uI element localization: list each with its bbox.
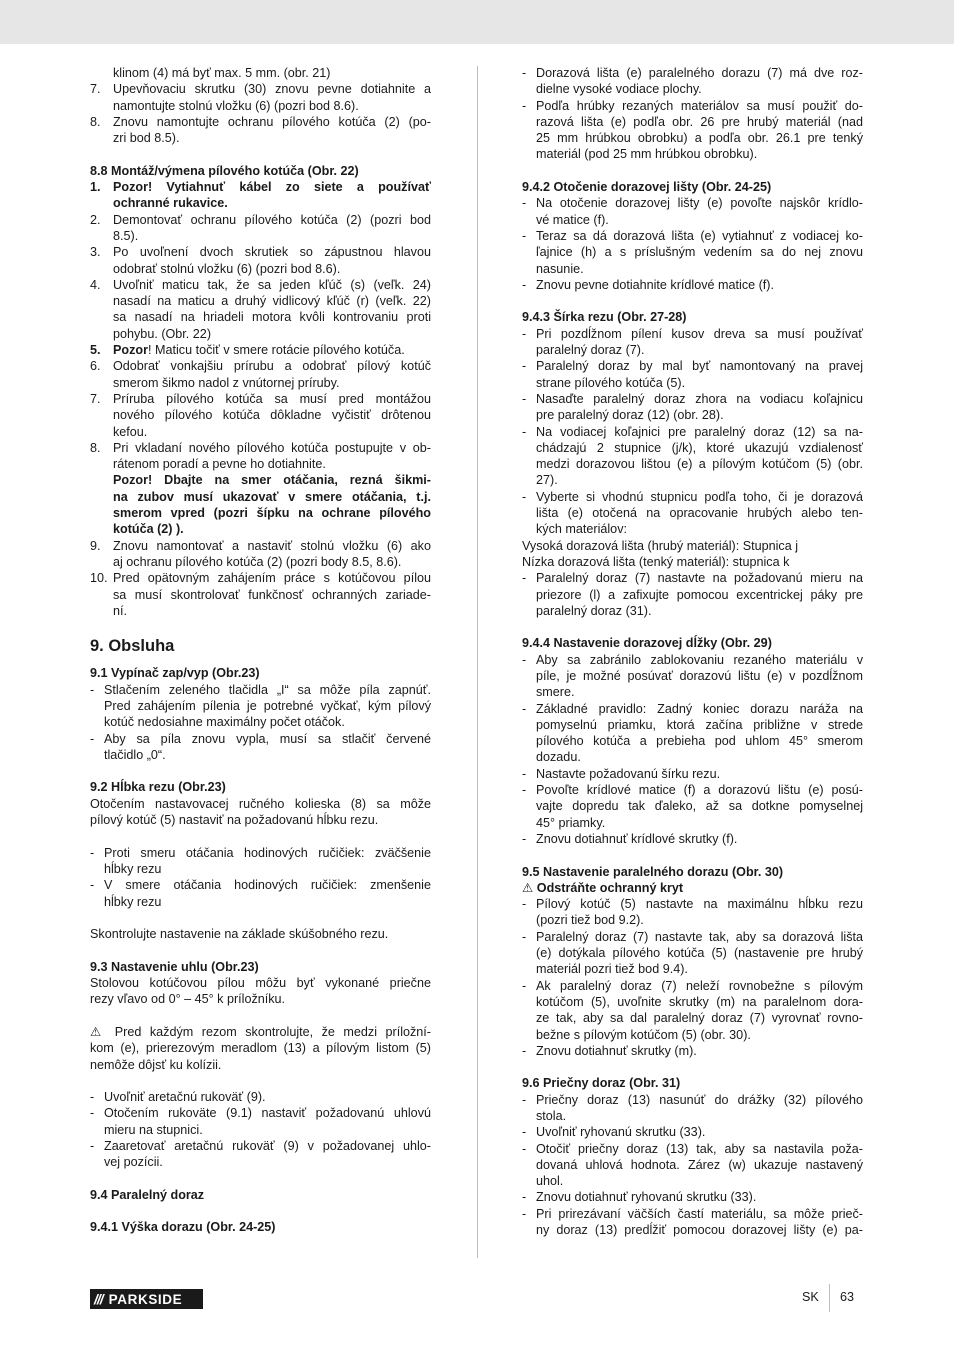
list-item: 2. Demontovať ochranu pílového kotúča (2) (pozri bod 8.5). — [90, 212, 431, 243]
list-item: - Znovu dotiahnuť skrutky (m). — [522, 1043, 697, 1058]
section-heading: 9.4.4 Nastavenie dorazovej dĺžky (Obr. 29) — [522, 636, 772, 651]
list-item: - Otočením rukoväte (9.1) nastaviť požadovanú uhlovú mieru na stupnici. — [90, 1106, 431, 1137]
text-line: pílový kotúč (5) nastaviť na požadovanú hĺbku rezu. — [90, 813, 379, 828]
text-line: rezy vľavo od 0° – 45° k príložníku. — [90, 992, 286, 1007]
list-item: - Teraz sa dá dorazová lišta (e) vytiahnuť z vodiacej ko- ľajnice (h) a s príslušným vedením sa do nej znovu nasunie. — [522, 228, 863, 276]
list-item: - Vyberte si vhodnú stupnicu podľa toho, či je dorazová lišta (e) otočená na opracovanie hrubých alebo ten- kých materiálov: — [522, 489, 863, 537]
list-item: - Znovu dotiahnuť ryhovanú skrutku (33). — [522, 1190, 757, 1205]
parkside-logo: /// PARKSIDE — [90, 1289, 203, 1309]
text-line: Skontrolujte nastavenie na základe skúšobného rezu. — [90, 927, 389, 942]
list-item: - Pílový kotúč (5) nastavte na maximálnu hĺbku rezu (pozri tiež bod 9.2). — [522, 897, 863, 928]
list-item: - Znovu dotiahnuť krídlové skrutky (f). — [522, 831, 738, 846]
list-item: - Na otočenie dorazovej lišty (e) povoľte najskôr krídlo- vé matice (f). — [522, 196, 863, 227]
left-column — [90, 65, 431, 1236]
warning-text: ⚠ Odstráňte ochranný kryt — [522, 880, 684, 895]
column-divider — [477, 66, 478, 1258]
list-item: - Na vodiacej koľajnici pre paralelný doraz (12) sa na- chádzajú 2 stupnice (j/k), ktoré ukazujú vzdialenosť medzi dorazovou lištou (e) a pílovým kotúčom (5) (obr. 27). — [522, 424, 863, 488]
header-band — [0, 0, 954, 44]
section-heading: 8.8 Montáž/výmena pílového kotúča (Obr. 22) — [90, 163, 359, 178]
list-item: - Nasaďte paralelný doraz zhora na vodiacu koľajnicu pre paralelný doraz (12) (obr. 28). — [522, 391, 863, 423]
list-item: - Proti smeru otáčania hodinových ručičiek: zväčšenie hĺbky rezu — [90, 845, 431, 876]
text-line: Otočením nastavovacej ručného kolieska (8) sa môže — [90, 796, 431, 811]
section-heading: 9.2 Hĺbka rezu (Obr.23) — [90, 780, 226, 795]
list-item: 9. Znovu namontovať a nastaviť stolnú vložku (6) ako aj ochranu pílového kotúča (2) (pozri body 8.5, 8.6). — [90, 538, 431, 569]
chapter-heading: 9. Obsluha — [90, 637, 175, 656]
footer-divider — [829, 1284, 830, 1312]
list-item: - Podľa hrúbky rezaných materiálov sa musí použiť do- razová lišta (e) podľa obr. 26 pre hrubý materiál (nad 25 mm hrúbkou obrobku) a podľa obr. 26.1 pre tenký materiál (pod 25 mm hrúbkou obrobku). — [522, 98, 863, 162]
right-column — [522, 65, 863, 1238]
list-item: - Uvoľniť aretačnú rukoväť (9). — [90, 1090, 266, 1105]
page-number: 63 — [840, 1290, 855, 1304]
warning-text: kom (e), prierezovým meradlom (13) a pílovým listom (5) — [90, 1041, 431, 1056]
list-item: - Nastavte požadovanú šírku rezu. — [522, 766, 721, 781]
list-item: 6. Odobrať vonkajšiu prírubu a odobrať pílový kotúč smerom šikmo nadol z vnútornej príruby. — [90, 359, 431, 390]
list-item: - Paralelný doraz (7) nastavte na požadovanú mieru na priezore (l) a zafixujte pomocou excentrickej páky pre paralelný doraz (31). — [522, 571, 863, 618]
section-heading: 9.4 Paralelný doraz — [90, 1187, 205, 1202]
language-code: SK — [802, 1290, 819, 1304]
section-heading: 9.6 Priečny doraz (Obr. 31) — [522, 1076, 681, 1091]
section-heading: 9.4.3 Šírka rezu (Obr. 27-28) — [522, 310, 687, 325]
section-heading: 9.4.2 Otočenie dorazovej lišty (Obr. 24-25) — [522, 180, 772, 195]
list-item: - Ak paralelný doraz (7) neleží rovnobežne s pílovým kotúčom (5), uvoľnite skrutky (m) na paralelnom dora- ze tak, aby sa dal paralelný doraz (7) vyrovnať rovno- bežne s pílovým kotúčom (5) (obr. 30). — [522, 978, 863, 1042]
list-item: - Stlačením zeleného tlačidla „I“ sa môže píla zapnúť. Pred zahájením pílenia je potrebné vyčkať, kým pílový kotúč nedosiahne maximálny počet otáčok. — [90, 682, 431, 730]
section-heading: 9.3 Nastavenie uhlu (Obr.23) — [90, 959, 259, 974]
list-item: - V smere otáčania hodinových ručičiek: zmenšenie hĺbky rezu — [90, 878, 431, 909]
text-line: Nízka dorazová lišta (tenký materiál): stupnica k — [522, 554, 790, 569]
list-item: - Pri prirezávaní väčších častí materiálu, sa môže prieč- ny doraz (13) predĺžiť pomocou dorazovej lišty (e) pa- — [522, 1206, 863, 1238]
list-item: - Zaaretovať aretačnú rukoväť (9) v požadovanej uhlo- vej pozícii. — [90, 1139, 431, 1170]
text-line: Stolovou kotúčovou pílou môžu byť vykonané priečne — [90, 976, 431, 991]
list-item: - Základné pravidlo: Zadný koniec dorazu naráža na pomyselnú priamku, ktorá začína približne v strede pílového kotúča a prebieha pod uhlom 45° smerom dozadu. — [522, 701, 863, 765]
list-item: 8. Znovu namontujte ochranu pílového kotúča (2) (po- zri bod 8.5). — [90, 114, 431, 146]
text-line: klinom (4) má byť max. 5 mm. (obr. 21) — [113, 66, 331, 80]
list-item: - Uvoľniť ryhovanú skrutku (33). — [522, 1125, 706, 1140]
list-item: - Otočiť priečny doraz (13) tak, aby sa nastavila poža- dovaná uhlová hodnota. Zárez (w) ukazuje nastavený uhol. — [522, 1141, 863, 1189]
list-item: - Dorazová lišta (e) paralelného dorazu (7) má dve roz- dielne vysoké vodiace plochy. — [522, 66, 863, 97]
list-item: 1. Pozor! Vytiahnuť kábel zo siete a používať ochranné rukavice. — [90, 180, 431, 211]
list-item: 7. Upevňovaciu skrutku (30) znovu pevne dotiahnite a namontujte stolnú vložku (6) (pozri bod 8.6). — [90, 82, 431, 113]
list-item: 3. Po uvoľnení dvoch skrutiek so zápustnou hlavou odobrať stolnú vložku (6) (pozri bod 8.6). — [90, 245, 431, 276]
list-item: 8. Pri vkladaní nového pílového kotúča postupujte v ob- rátenom poradí a pevne ho dotiahnite. Pozor! Dbajte na smer otáčania, rezná šikmi- na zubov musí ukazovať v smere otáčania, t.j. smerom vpred (pozri šípku na ochrane pílového kotúča (2) ). — [90, 440, 431, 537]
section-heading: 9.5 Nastavenie paralelného dorazu (Obr. 30) — [522, 864, 784, 879]
list-item: 7. Príruba pílového kotúča sa musí pred montážou nového pílového kotúča dôkladne vyčistiť drôtenou kefou. — [90, 391, 431, 439]
list-item: - Aby sa zabránilo zablokovaniu rezaného materiálu v píle, je možné posúvať dorazovú lištu (e) v pozdĺžnom smere. — [522, 652, 863, 700]
list-item: - Paralelný doraz by mal byť namontovaný na pravej strane pílového kotúča (5). — [522, 359, 863, 390]
warning-text: ⚠ Pred každým rezom skontrolujte, že medzi príložní- — [90, 1024, 431, 1039]
list-item: - Povoľte krídlové matice (f) a dorazovú lištu (e) posú- vajte dopredu tak ďaleko, až sa dotkne pomyselnej 45° priamky. — [522, 783, 863, 830]
warning-text: nemôže dôjsť ku kolízii. — [90, 1057, 222, 1072]
section-heading: 9.1 Vypínač zap/vyp (Obr.23) — [90, 666, 260, 681]
list-item: - Pri pozdĺžnom pílení kusov dreva sa musí používať paralelný doraz (7). — [522, 326, 863, 358]
list-item: - Priečny doraz (13) nasunúť do drážky (32) pílového stola. — [522, 1092, 863, 1123]
section-heading: 9.4.1 Výška dorazu (Obr. 24-25) — [90, 1220, 276, 1235]
text-line: Vysoká dorazová lišta (hrubý materiál): Stupnica j — [522, 538, 799, 553]
list-item: 10. Pred opätovným zahájením práce s kotúčovou pílou sa musí skontrolovať funkčnosť ochranných zariade- ní. — [90, 571, 431, 618]
list-item: - Aby sa píla znovu vypla, musí sa stlačiť červené tlačidlo „0“. — [90, 731, 431, 762]
list-item: 4. Uvoľniť maticu tak, že sa jeden kľúč (s) (veľk. 24) nasadí na maticu a druhý vidlicový kľúč (r) (veľk. 22) sa nasadí na hriadeli motora kvôli kontrovaniu proti pohybu. (Obr. 22) — [90, 277, 431, 341]
list-item: - Paralelný doraz (7) nastavte tak, aby sa dorazová lišta (e) dotýkala pílového kotúča (5) (nastavenie pre hrubý materiál pozri tiež bod 9.4). — [522, 929, 863, 977]
list-item: 5. Pozor! Maticu točiť v smere rotácie pílového kotúča. — [90, 343, 405, 358]
list-item: - Znovu pevne dotiahnite krídlové matice (f). — [522, 277, 775, 292]
